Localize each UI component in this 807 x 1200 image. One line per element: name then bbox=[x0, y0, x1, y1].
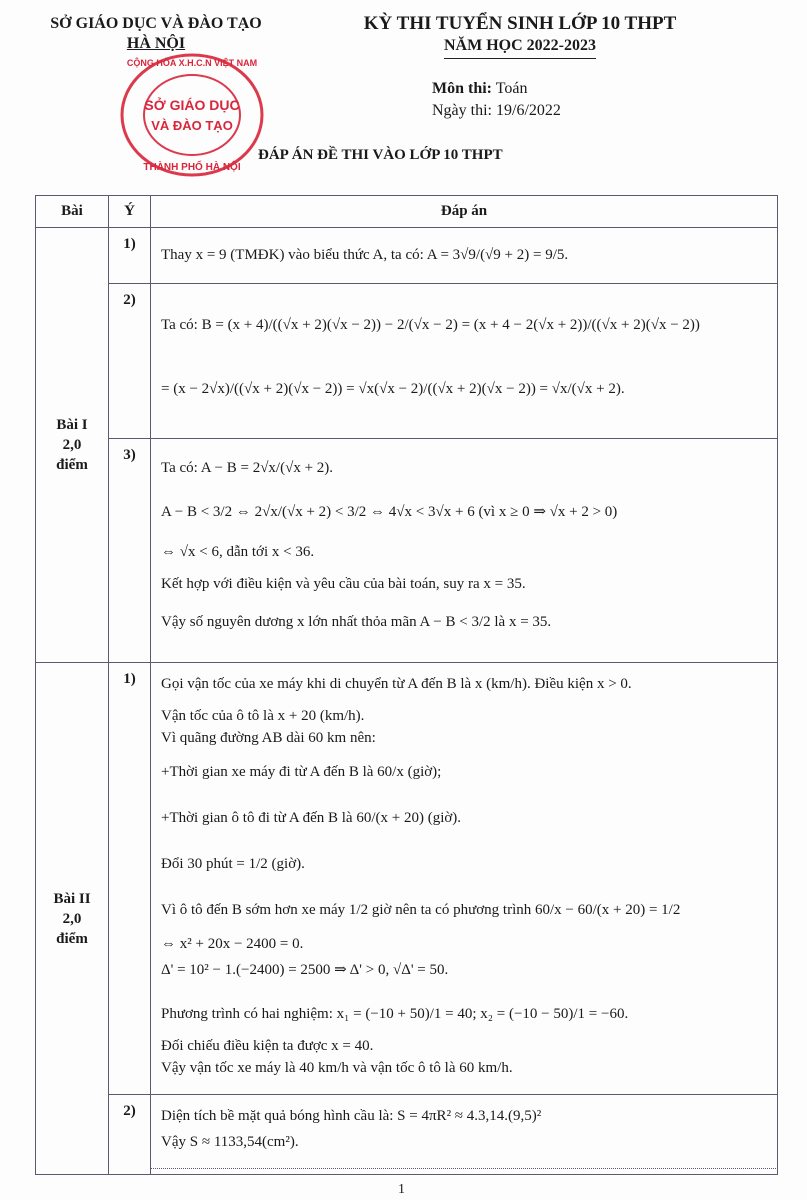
table-row bbox=[36, 228, 778, 284]
answer-line: Diện tích bề mặt quả bóng hình cầu là: S = 4πR² ≈ 4.3,14.(9,5)² bbox=[161, 1108, 542, 1124]
section-unit: điểm bbox=[56, 930, 88, 947]
item-number: 2) bbox=[109, 284, 151, 439]
answer-cell bbox=[151, 663, 778, 1095]
answer-line: ⇔ x² + 20x − 2400 = 0. bbox=[161, 936, 304, 952]
answer-line: Thay x = 9 (TMĐK) vào biểu thức A, ta có: A = 3√9/(√9 + 2) = 9/5. bbox=[161, 247, 569, 263]
table-row bbox=[36, 284, 778, 439]
item-number: 3) bbox=[109, 439, 151, 663]
answer-line: A − B < 3/2 ⇔ 2√x/(√x + 2) < 3/2 ⇔ 4√x < 3√x + 6 (vì x ≥ 0 ⇒ √x + 2 > 0) bbox=[161, 504, 618, 520]
item-number: 1) bbox=[109, 663, 151, 1095]
answer-cell bbox=[151, 228, 778, 284]
item-number: 1) bbox=[109, 228, 151, 284]
section-score: 2,0 bbox=[62, 910, 82, 927]
official-stamp bbox=[117, 50, 267, 180]
section-title: Bài II bbox=[53, 890, 91, 907]
page-number: 1 bbox=[398, 1182, 405, 1197]
answer-line: +Thời gian xe máy đi từ A đến B là 60/x (giờ); bbox=[161, 764, 442, 780]
answer-line: Kết hợp với điều kiện và yêu cầu của bài toán, suy ra x = 35. bbox=[161, 576, 526, 592]
answer-line: +Thời gian ô tô đi từ A đến B là 60/(x + 20) (giờ). bbox=[161, 810, 462, 826]
department-header bbox=[30, 14, 282, 54]
document-title: ĐÁP ÁN ĐỀ THI VÀO LỚP 10 THPT bbox=[258, 147, 503, 163]
department-name: SỞ GIÁO DỤC VÀ ĐÀO TẠO bbox=[50, 15, 262, 32]
table-header-row bbox=[36, 196, 778, 228]
answer-line: Ta có: A − B = 2√x/(√x + 2). bbox=[161, 460, 334, 476]
stamp-inner-line2: VÀ ĐÀO TẠO bbox=[151, 118, 233, 133]
section-label bbox=[36, 228, 109, 663]
answer-cell bbox=[151, 1095, 778, 1175]
date-label: Ngày thi: bbox=[432, 102, 492, 119]
section-score: 2,0 bbox=[62, 437, 82, 453]
header-bai: Bài bbox=[36, 196, 109, 228]
table-row bbox=[36, 1095, 778, 1175]
item-number: 2) bbox=[109, 1095, 151, 1175]
answer-line: Vận tốc của ô tô là x + 20 (km/h). bbox=[161, 708, 365, 724]
answer-cell bbox=[151, 439, 778, 663]
answer-line: Vì quãng đường AB dài 60 km nên: bbox=[161, 730, 376, 746]
stamp-inner-line1: SỞ GIÁO DỤC bbox=[144, 97, 240, 113]
table-row bbox=[36, 439, 778, 663]
answer-line: Δ' = 10² − 1.(−2400) = 2500 ⇒ Δ' > 0, √Δ' = 50. bbox=[161, 962, 449, 978]
answer-cell bbox=[151, 284, 778, 439]
exam-title: KỲ THI TUYỂN SINH LỚP 10 THPT bbox=[363, 13, 677, 34]
answer-line: = (x − 2√x)/((√x + 2)(√x − 2)) = √x(√x − 2)/((√x + 2)(√x − 2)) = √x/(√x + 2). bbox=[161, 381, 625, 397]
answer-line: Vậy số nguyên dương x lớn nhất thỏa mãn A − B < 3/2 là x = 35. bbox=[161, 614, 552, 630]
stamp-inner-ring bbox=[144, 75, 240, 155]
stamp-bottom-text: THÀNH PHỐ HÀ NỘI bbox=[143, 162, 241, 173]
answer-line: Vậy S ≈ 1133,54(cm²). bbox=[161, 1134, 299, 1150]
answer-line: Vậy vận tốc xe máy là 40 km/h và vận tốc ô tô là 60 km/h. bbox=[161, 1060, 513, 1076]
answer-line: ⇔ √x < 6, dẫn tới x < 36. bbox=[161, 544, 315, 560]
date-value: 19/6/2022 bbox=[496, 102, 561, 119]
header-y: Ý bbox=[109, 196, 151, 228]
answer-line: Phương trình có hai nghiệm: x₁ = (−10 + 50)/1 = 40; x₂ = (−10 − 50)/1 = −60. bbox=[161, 1006, 629, 1022]
table-row bbox=[36, 663, 778, 1095]
department-city: HÀ NỘI bbox=[126, 35, 186, 52]
answer-line: Đối chiếu điều kiện ta được x = 40. bbox=[161, 1038, 374, 1054]
answer-table bbox=[35, 195, 778, 1175]
section-title: Bài I bbox=[56, 417, 88, 433]
answer-line: Ta có: B = (x + 4)/((√x + 2)(√x − 2)) − 2/(√x − 2) = (x + 4 − 2(√x + 2))/((√x + 2)(√x − 2)) bbox=[161, 317, 700, 333]
subject-label: Môn thi: bbox=[432, 80, 492, 97]
section-unit: điểm bbox=[56, 457, 88, 473]
exam-header bbox=[320, 12, 720, 59]
continuation-dotted-line bbox=[150, 1168, 778, 1169]
answer-line: Đổi 30 phút = 1/2 (giờ). bbox=[161, 856, 305, 872]
exam-meta bbox=[432, 78, 561, 122]
stamp-outer-text: CỘNG HÒA X.H.C.N VIỆT NAM bbox=[126, 58, 258, 68]
school-year: NĂM HỌC 2022-2023 bbox=[444, 36, 596, 59]
section-label bbox=[36, 663, 109, 1175]
answer-line: Vì ô tô đến B sớm hơn xe máy 1/2 giờ nên ta có phương trình 60/x − 60/(x + 20) = 1/2 bbox=[161, 902, 681, 918]
subject-value: Toán bbox=[495, 80, 528, 97]
header-dap-an: Đáp án bbox=[151, 196, 778, 228]
answer-line: Gọi vận tốc của xe máy khi di chuyển từ A đến B là x (km/h). Điều kiện x > 0. bbox=[161, 676, 632, 692]
